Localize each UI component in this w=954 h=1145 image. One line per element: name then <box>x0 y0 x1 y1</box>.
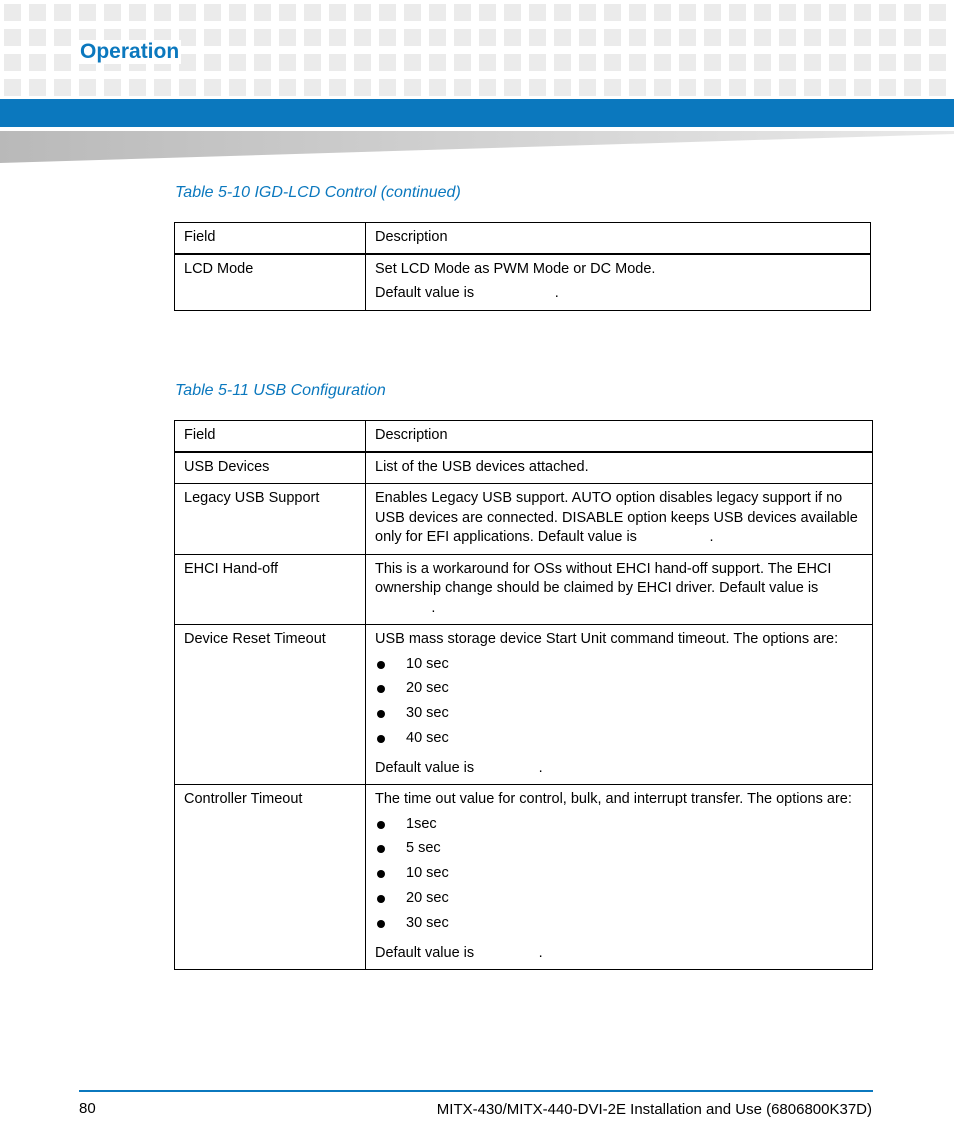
options-list <box>375 815 863 939</box>
description-cell: List of the USB devices attached. <box>366 452 873 484</box>
footer-rule <box>79 1090 873 1092</box>
description-cell <box>366 785 873 970</box>
field-cell: Legacy USB Support <box>175 484 366 555</box>
table-header-row <box>175 421 873 452</box>
table-row <box>175 785 873 970</box>
description-text: Set LCD Mode as PWM Mode or DC Mode. <box>375 260 656 277</box>
table-row <box>175 254 871 311</box>
description-intro: The time out value for control, bulk, and interrupt transfer. The options are: <box>375 791 852 808</box>
description-cell <box>366 254 871 311</box>
field-cell: Device Reset Timeout <box>175 625 366 785</box>
option-item: 30 sec <box>375 704 863 729</box>
footer-document-title: MITX-430/MITX-440-DVI-2E Installation and Use (6806800K37D) <box>436 1101 872 1118</box>
description-continuation: . <box>375 599 436 616</box>
table-usb-configuration <box>174 420 873 970</box>
field-cell: EHCI Hand-off <box>175 554 366 625</box>
header-blue-band <box>0 99 954 127</box>
section-title: Operation <box>80 40 180 63</box>
table-5-10-caption: Table 5-10 IGD-LCD Control (continued) <box>175 184 461 201</box>
header-field: Field <box>175 223 366 254</box>
header-description: Description <box>366 223 871 254</box>
field-cell: LCD Mode <box>175 254 366 311</box>
description-intro: USB mass storage device Start Unit command timeout. The options are: <box>375 631 839 647</box>
page-number: 80 <box>79 1100 96 1117</box>
option-item: 10 sec <box>375 655 863 680</box>
header-gray-wedge <box>0 131 954 163</box>
field-cell: Controller Timeout <box>175 785 366 970</box>
option-item: 20 sec <box>375 679 863 704</box>
table-5-11-caption: Table 5-11 USB Configuration <box>175 382 386 399</box>
table-row <box>175 625 873 785</box>
description-cell: Enables Legacy USB support. AUTO option disables legacy support if no USB devices are connected. DISABLE option keeps USB devices available only for EFI applications. Default value is . <box>366 484 873 555</box>
option-item: 40 sec <box>375 729 863 754</box>
option-item: 30 sec <box>375 914 863 939</box>
default-value-text: Default value is . <box>375 944 543 961</box>
field-cell: USB Devices <box>175 452 366 484</box>
table-row <box>175 484 873 555</box>
options-list <box>375 655 863 754</box>
option-item: 10 sec <box>375 864 863 889</box>
table-row <box>175 452 873 484</box>
option-item: 5 sec <box>375 839 863 864</box>
option-item: 1sec <box>375 815 863 840</box>
header-field: Field <box>175 421 366 452</box>
table-row <box>175 554 873 625</box>
table-header-row <box>175 223 871 254</box>
header-description: Description <box>366 421 873 452</box>
table-igd-lcd-control <box>174 222 871 311</box>
description-cell <box>366 554 873 625</box>
option-item: 20 sec <box>375 889 863 914</box>
default-value-text: Default value is . <box>375 759 543 776</box>
default-value-text: Default value is . <box>375 285 559 301</box>
description-cell <box>366 625 873 785</box>
description-text: This is a workaround for OSs without EHCI hand-off support. The EHCI ownership change should be claimed by EHCI driver. Default value is <box>375 560 832 596</box>
